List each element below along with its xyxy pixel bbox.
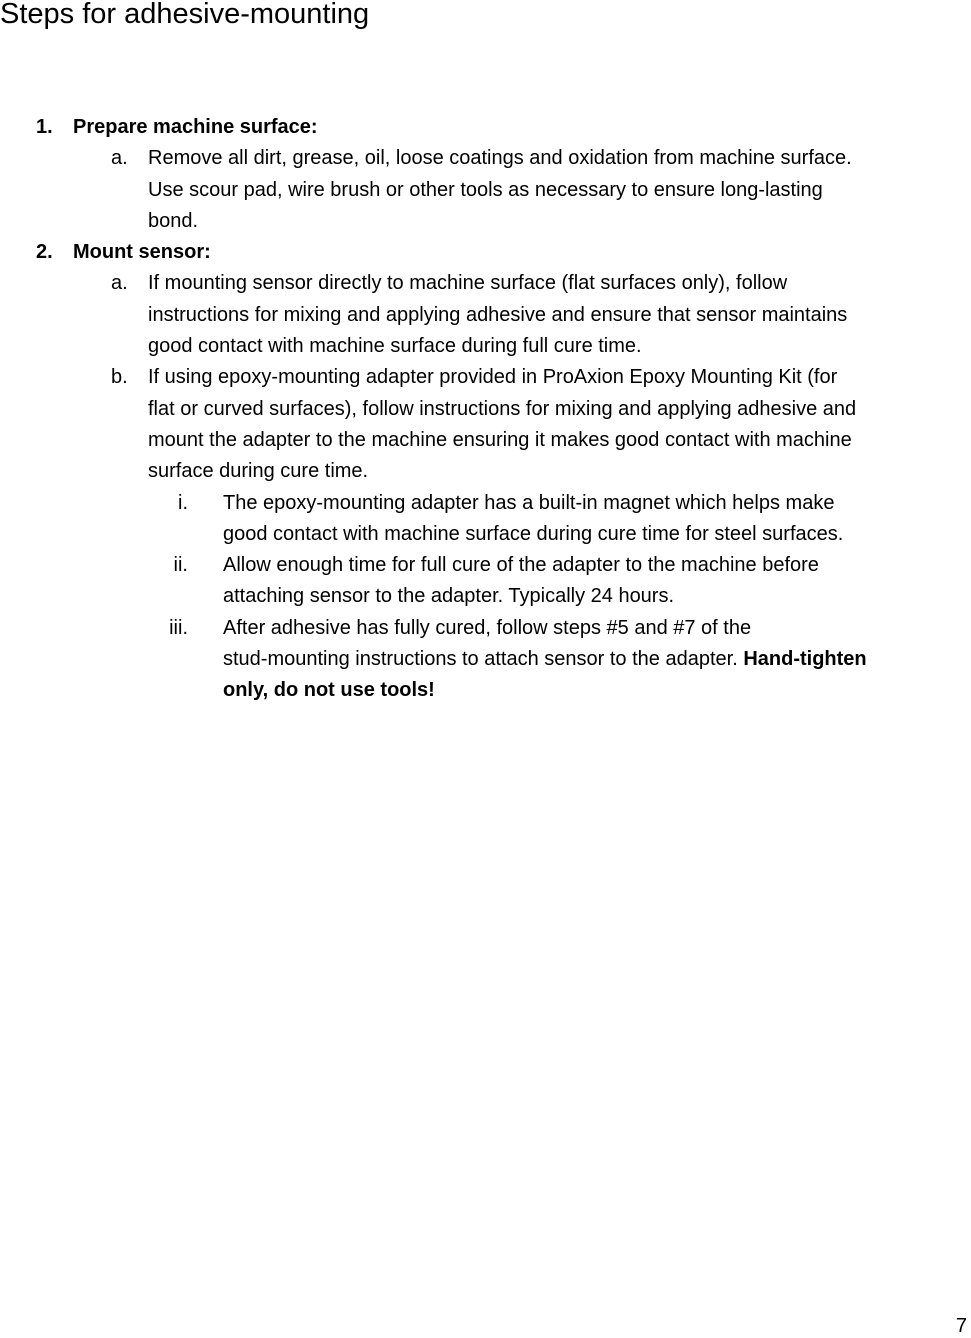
page-number: 7 [955, 1315, 967, 1337]
step-2b-line: If using epoxy-mounting adapter provided in ProAxion Epoxy Mounting Kit (for [148, 366, 838, 389]
step-1a-line: bond. [148, 209, 199, 232]
step-2b-i-line: The epoxy-mounting adapter has a built-in magnet which helps make [223, 491, 835, 514]
step-1a-line: Remove all dirt, grease, oil, loose coatings and oxidation from machine surface. [148, 147, 852, 170]
step-2b-iii-line: stud-mounting instructions to attach sensor to the adapter. [223, 648, 744, 671]
step-1-number: 1. [36, 116, 53, 138]
step-1a-line: Use scour pad, wire brush or other tools as necessary to ensure long-lasting [148, 178, 823, 201]
step-2b-line: surface during cure time. [148, 460, 369, 483]
hand-tighten-warning: Hand-tighten [743, 648, 867, 671]
step-2b-iii-numeral: iii. [169, 616, 188, 639]
step-2b-ii-line: Allow enough time for full cure of the adapter to the machine before [223, 554, 819, 577]
step-1a-letter: a. [111, 147, 128, 170]
step-2b-line: flat or curved surfaces), follow instructions for mixing and applying adhesive and [148, 397, 857, 420]
step-1a [0, 143, 971, 174]
step-2b-i-line: good contact with machine surface during cure time for steel surfaces. [223, 522, 844, 545]
step-2b-ii [0, 550, 971, 581]
step-2a-letter: a. [111, 272, 128, 295]
no-tools-warning: only, do not use tools! [223, 679, 435, 702]
step-2b-letter: b. [111, 366, 128, 389]
instruction-list [0, 112, 971, 707]
step-2 [0, 237, 971, 268]
step-1-heading: Prepare machine surface: [73, 116, 318, 138]
step-2b [0, 362, 971, 393]
step-2b-i [0, 488, 971, 519]
step-2b-line: mount the adapter to the machine ensuring it makes good contact with machine [148, 428, 852, 451]
step-2-number: 2. [36, 241, 53, 264]
step-2a [0, 268, 971, 299]
step-2a-line: good contact with machine surface during full cure time. [148, 335, 642, 358]
step-2b-iii-line: After adhesive has fully cured, follow steps #5 and #7 of the [223, 616, 752, 639]
step-2b-ii-numeral: ii. [173, 554, 188, 577]
step-2b-i-numeral: i. [178, 491, 188, 514]
step-2a-line: instructions for mixing and applying adhesive and ensure that sensor maintains [148, 303, 848, 326]
step-1 [0, 112, 971, 143]
step-2b-ii-line: attaching sensor to the adapter. Typically 24 hours. [223, 585, 675, 608]
page-title: Steps for adhesive-mounting [0, 0, 370, 30]
step-2b-iii [0, 613, 971, 644]
step-2-heading: Mount sensor: [73, 241, 211, 264]
step-2a-line: If mounting sensor directly to machine surface (flat surfaces only), follow [148, 272, 788, 295]
